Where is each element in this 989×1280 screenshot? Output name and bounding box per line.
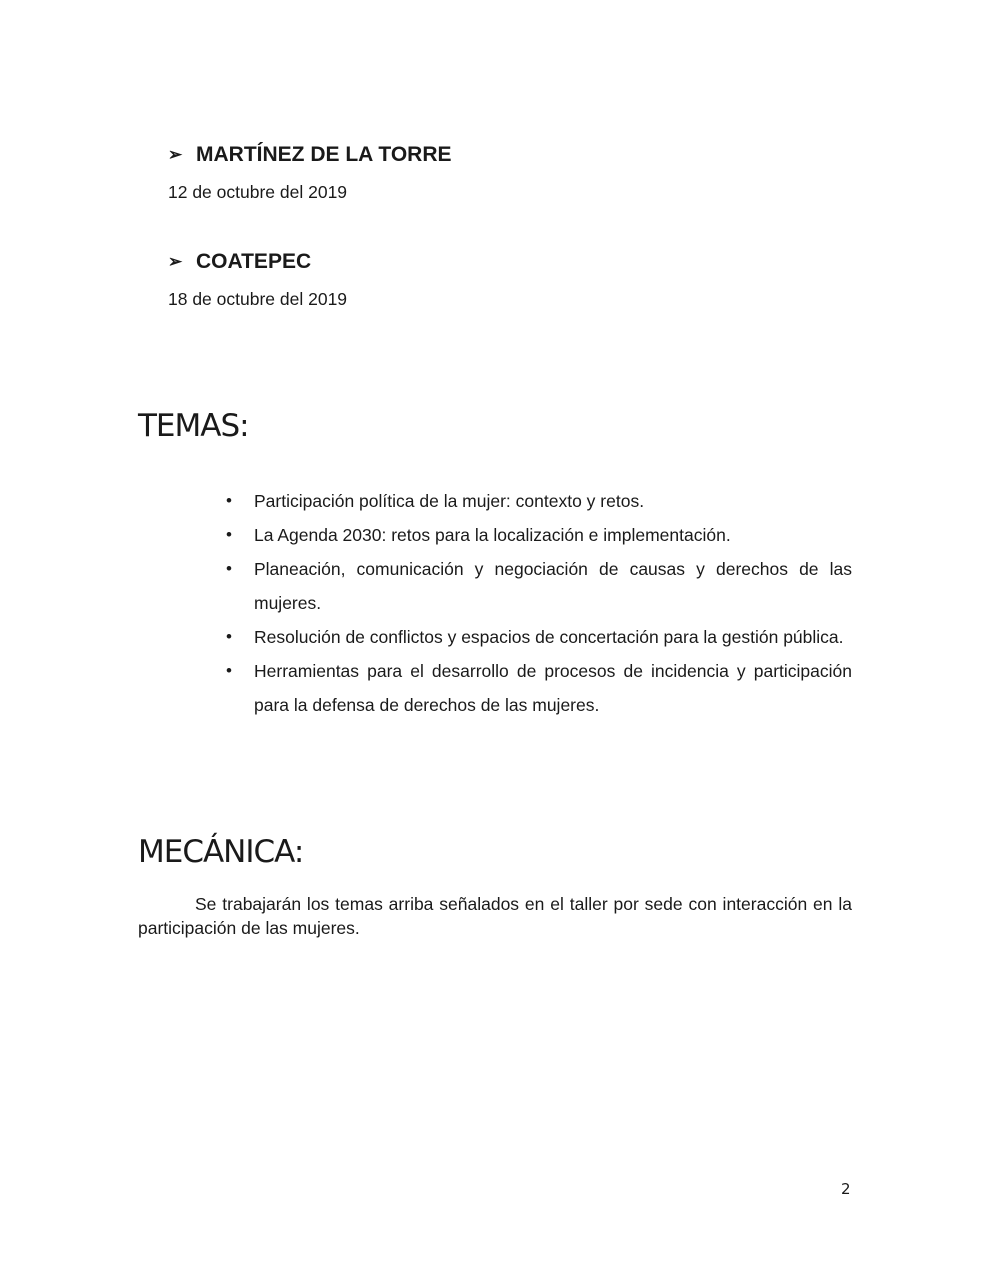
list-item (226, 552, 852, 620)
venue-date: 12 de octubre del 2019 (168, 182, 348, 202)
topic-text: Herramientas para el desarrollo de procesos de incidencia y participación para la defensa de derechos de las mujeres. (254, 661, 852, 715)
bullet-icon: • (226, 627, 232, 646)
bullet-icon: • (226, 559, 232, 578)
venue-heading (168, 142, 452, 168)
topic-text: Resolución de conflictos y espacios de concertación para la gestión pública. (254, 627, 844, 647)
bullet-icon: • (226, 525, 232, 544)
mecanica-paragraph: Se trabajarán los temas arriba señalados en el taller por sede con interacción en la participación de las mujeres. (138, 894, 852, 938)
venue-date: 18 de octubre del 2019 (168, 289, 348, 309)
topic-text: Participación política de la mujer: contexto y retos. (254, 491, 645, 511)
venue-martinez-de-la-torre (168, 142, 452, 203)
list-item (226, 654, 852, 722)
bullet-icon: • (226, 661, 232, 680)
topic-text: Planeación, comunicación y negociación de causas y derechos de las mujeres. (254, 559, 852, 613)
page-number: 2 (841, 1180, 851, 1198)
arrow-bullet-icon: ➢ (168, 252, 183, 271)
venue-name: MARTÍNEZ DE LA TORRE (196, 143, 452, 166)
list-item (226, 484, 852, 518)
arrow-bullet-icon: ➢ (168, 145, 183, 164)
topics-list (226, 484, 852, 722)
list-item (226, 518, 852, 552)
bullet-icon: • (226, 491, 232, 510)
venue-name: COATEPEC (196, 250, 312, 273)
list-item (226, 620, 852, 654)
topic-text: La Agenda 2030: retos para la localización e implementación. (254, 525, 731, 545)
temas-heading: TEMAS: (138, 408, 249, 444)
venue-heading (168, 249, 347, 275)
mecanica-heading: MECÁNICA: (138, 834, 304, 870)
venue-coatepec (168, 249, 347, 310)
